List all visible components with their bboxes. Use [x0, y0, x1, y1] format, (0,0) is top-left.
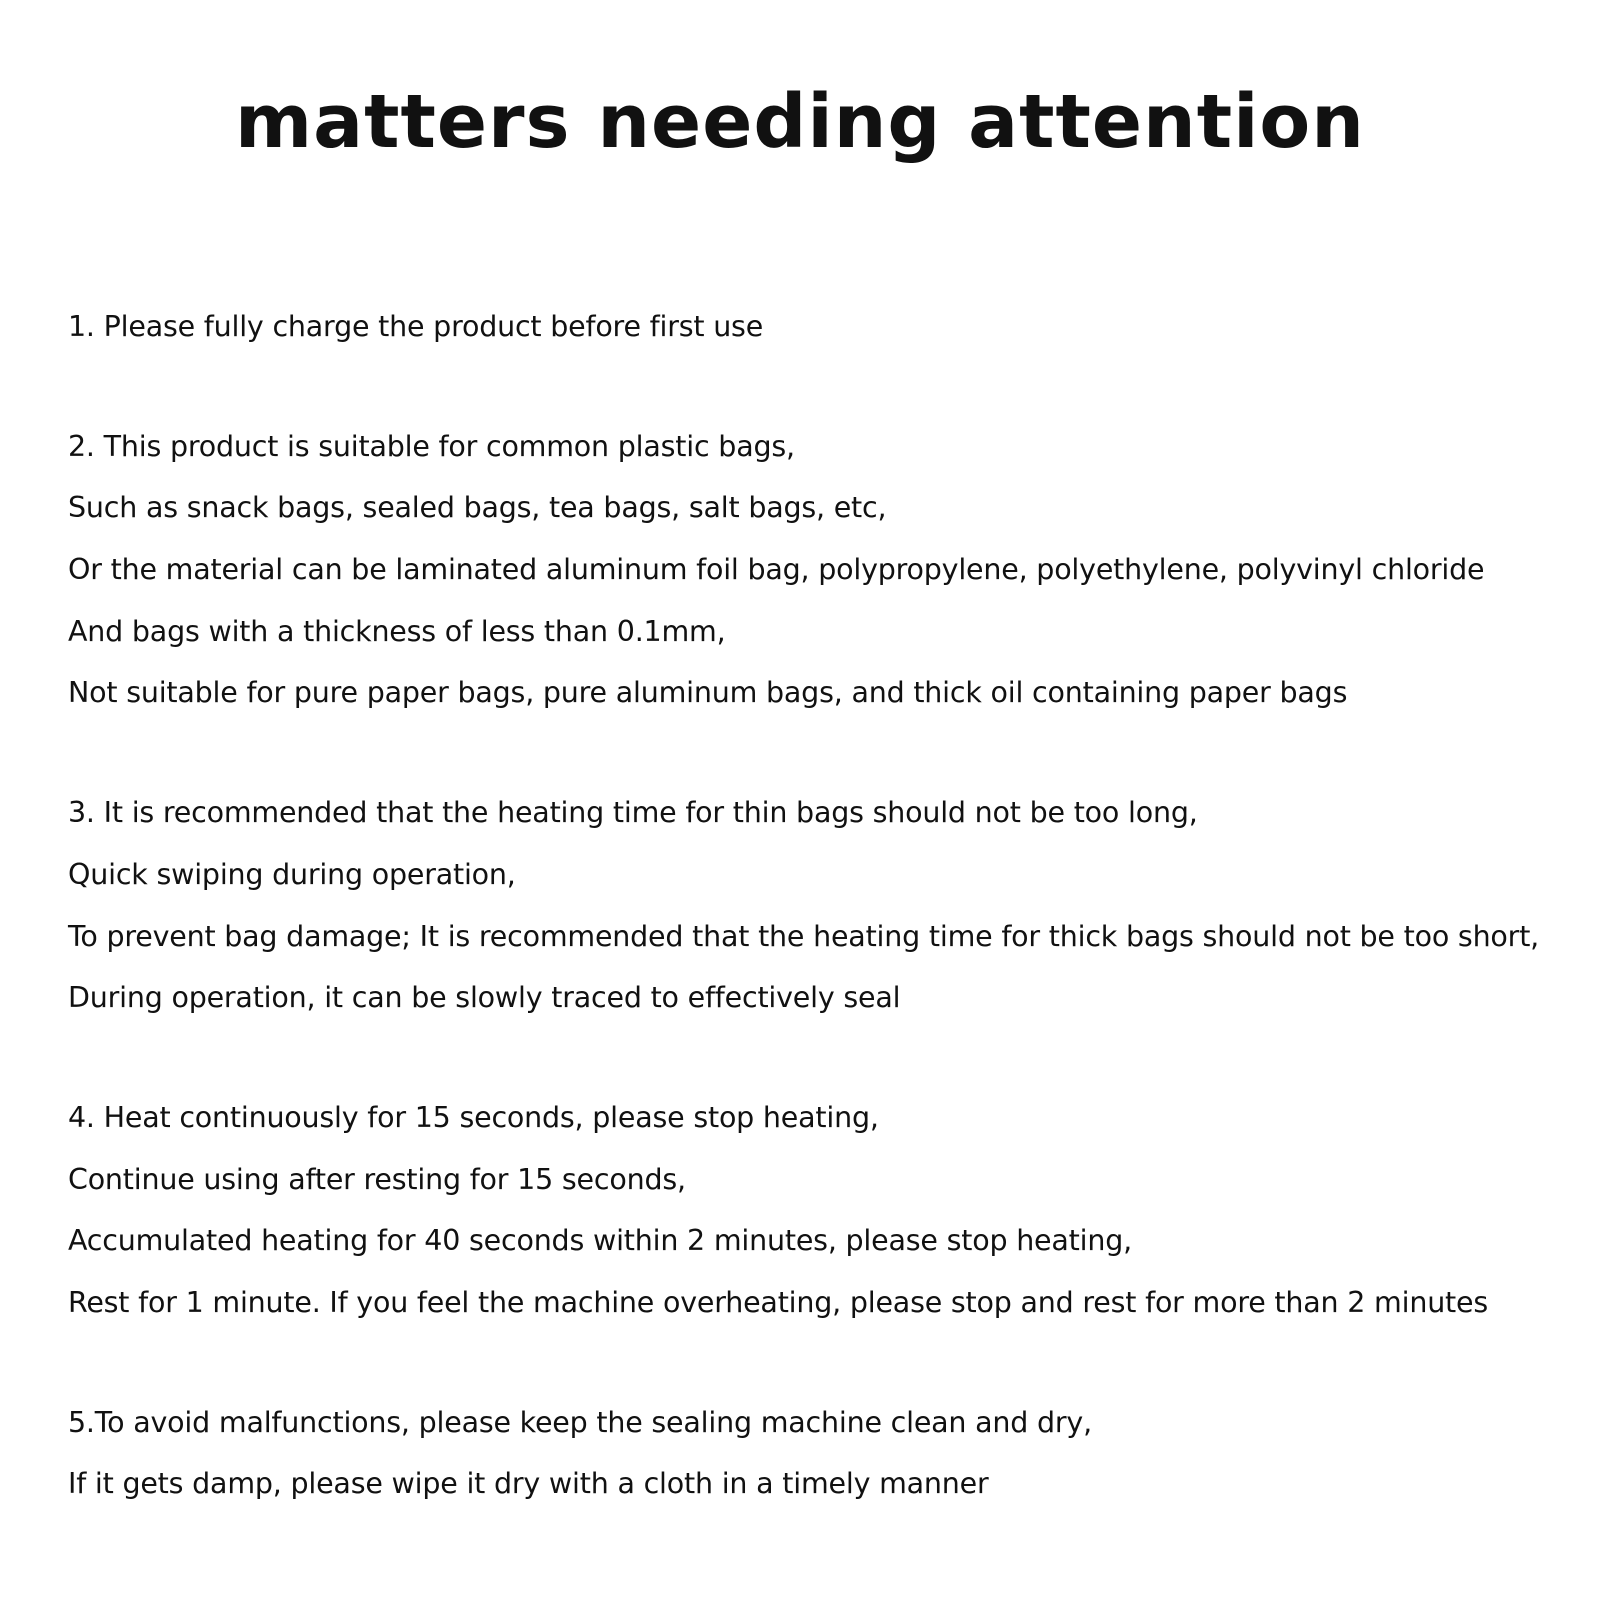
item-3-line-4: During operation, it can be slowly traced to effectively seal [68, 981, 901, 1015]
item-5-line-1: 5.To avoid malfunctions, please keep the sealing machine clean and dry, [68, 1405, 1092, 1439]
item-2-line-4: And bags with a thickness of less than 0.1mm, [68, 614, 726, 648]
item-2-line-3: Or the material can be laminated aluminum foil bag, polypropylene, polyethylene, polyvinyl chloride [68, 553, 1485, 587]
list-item [68, 296, 1588, 358]
item-2-line-5: Not suitable for pure paper bags, pure aluminum bags, and thick oil containing paper bags [68, 676, 1348, 710]
item-2-line-1: 2. This product is suitable for common plastic bags, [68, 429, 795, 463]
item-1-line-1: 1. Please fully charge the product before first use [68, 310, 764, 343]
item-4-line-3: Accumulated heating for 40 seconds within 2 minutes, please stop heating, [68, 1224, 1132, 1258]
list-item [68, 1087, 1588, 1334]
list-item [68, 1392, 1588, 1515]
item-3-line-1: 3. It is recommended that the heating time for thin bags should not be too long, [68, 796, 1198, 830]
item-5-line-2: If it gets damp, please wipe it dry with a cloth in a timely manner [68, 1467, 989, 1501]
attention-list [68, 296, 1588, 1573]
page-title: matters needing attention [235, 79, 1365, 165]
list-item [68, 416, 1588, 724]
list-item [68, 782, 1588, 1029]
item-4-line-2: Continue using after resting for 15 seconds, [68, 1162, 686, 1196]
item-4-line-1: 4. Heat continuously for 15 seconds, please stop heating, [68, 1100, 879, 1134]
item-2-line-2: Such as snack bags, sealed bags, tea bags, salt bags, etc, [68, 491, 887, 525]
item-3-line-2: Quick swiping during operation, [68, 857, 516, 891]
item-3-line-3: To prevent bag damage; It is recommended that the heating time for thick bags should not be too short, [68, 919, 1540, 953]
item-4-line-4: Rest for 1 minute. If you feel the machine overheating, please stop and rest for more than 2 minutes [68, 1285, 1489, 1319]
